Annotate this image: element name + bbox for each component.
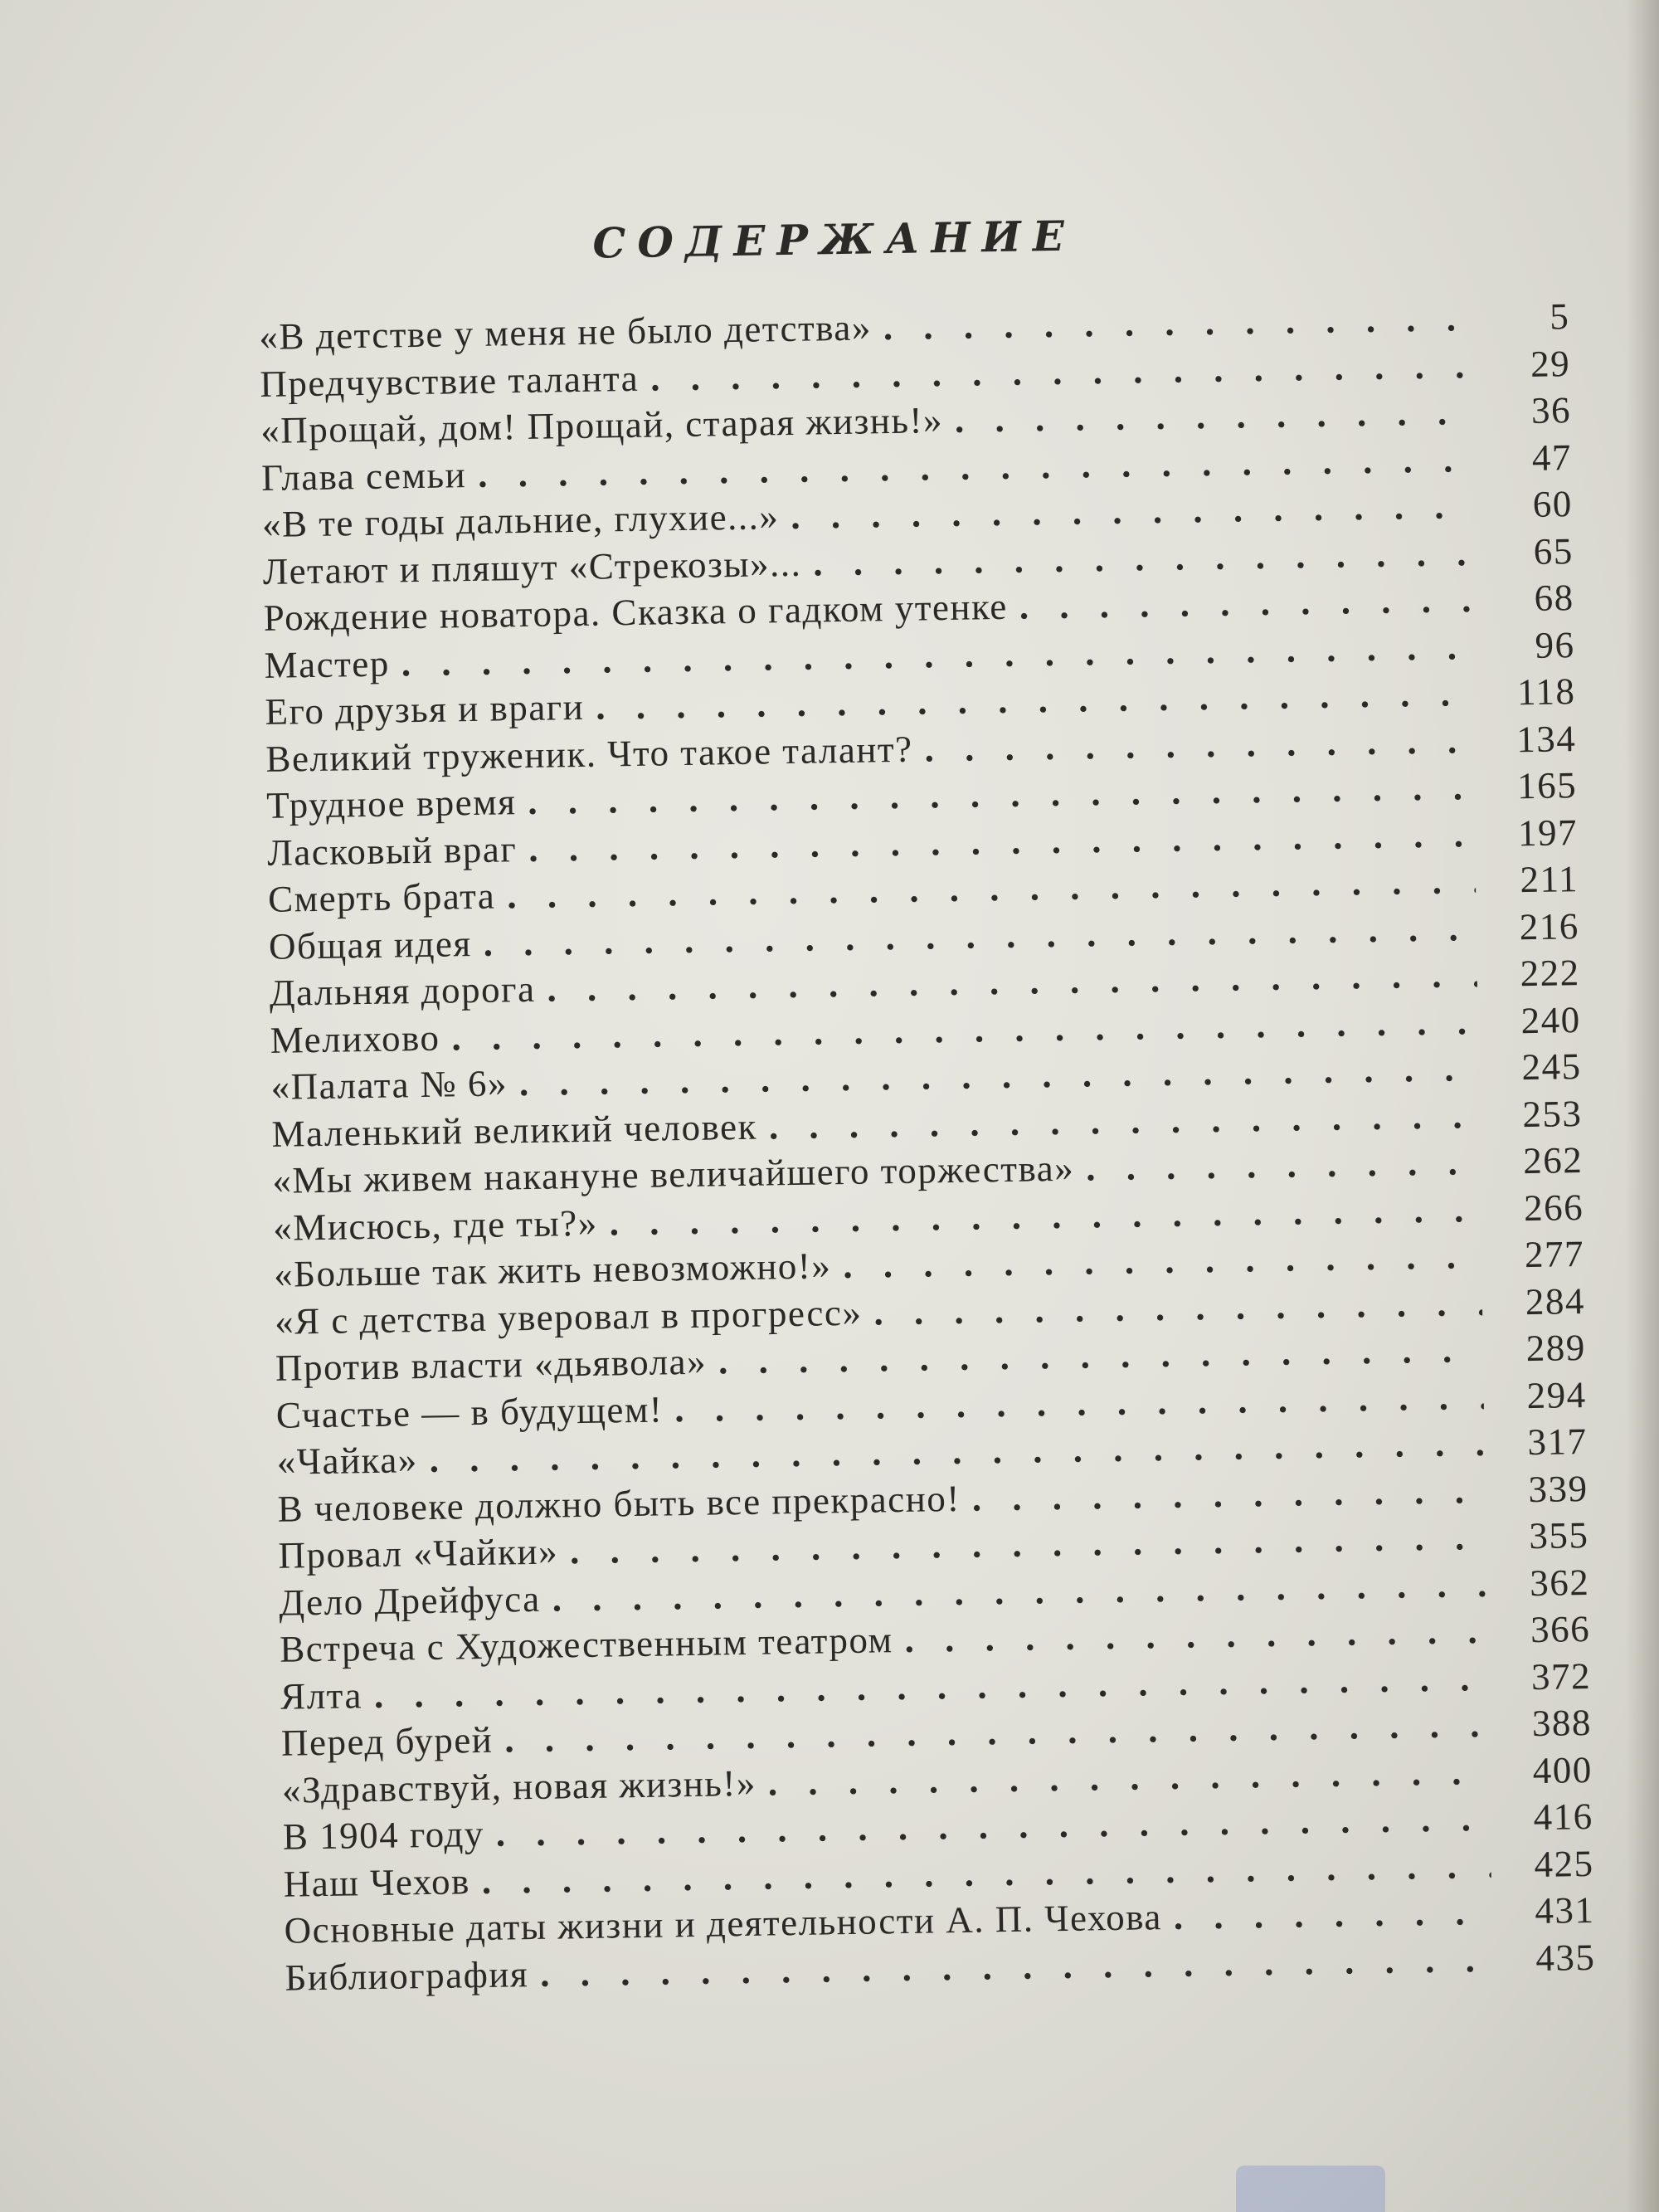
- toc-entry-title: «Я с детства уверовал в прогресс»: [274, 1291, 863, 1342]
- toc-entry-title: Против власти «дьявола»: [275, 1340, 708, 1389]
- toc-entry-title: «Палата № 6»: [270, 1062, 508, 1108]
- toc-entry-title: Счастье — в будущем!: [275, 1387, 664, 1436]
- library-stamp-mark: [1236, 2166, 1385, 2212]
- toc-entry-title: Дальняя дорога: [269, 967, 536, 1014]
- toc-entry-title: Наш Чехов: [283, 1859, 471, 1905]
- toc-entry-title: Перед бурей: [280, 1718, 494, 1764]
- toc-entry-page-number: 68: [1534, 577, 1574, 619]
- toc-entry-page-number: 355: [1528, 1513, 1589, 1557]
- toc-entry-title: Встреча с Художественным театром: [279, 1619, 893, 1670]
- toc-entry-title: Его друзья и враги: [265, 685, 585, 733]
- toc-entry-title: Смерть брата: [267, 875, 496, 920]
- toc-entry-page-number: 317: [1527, 1420, 1588, 1464]
- toc-entry-title: «В те годы дальние, глухие...»: [261, 495, 780, 545]
- toc-entry-page-number: 245: [1521, 1045, 1582, 1089]
- toc-entry-page-number: 425: [1534, 1842, 1594, 1885]
- toc-entry-page-number: 134: [1515, 717, 1577, 760]
- toc-entry-page-number: 47: [1531, 436, 1573, 479]
- toc-entry-page-number: 60: [1532, 483, 1574, 525]
- toc-entry-page-number: 253: [1521, 1092, 1583, 1135]
- toc-entry-title: Общая идея: [268, 922, 472, 967]
- toc-entry-title: «В детстве у меня не было детства»: [259, 306, 873, 358]
- toc-entry-title: В человеке должно быть все прекрасно!: [277, 1477, 961, 1530]
- toc-entry-title: Дело Дрейфуса: [279, 1577, 541, 1624]
- toc-entry-page-number: 339: [1528, 1467, 1588, 1510]
- toc-entry-title: Ласковый враг: [266, 827, 518, 874]
- toc-entry-page-number: 266: [1523, 1186, 1584, 1229]
- toc-entry-title: «Мисюсь, где ты?»: [272, 1201, 599, 1249]
- toc-entry-page-number: 388: [1531, 1701, 1593, 1745]
- toc-entry-page-number: 5: [1549, 295, 1570, 338]
- toc-entry-page-number: 118: [1516, 670, 1576, 714]
- toc-entry-page-number: 416: [1533, 1795, 1594, 1839]
- toc-entry-page-number: 262: [1522, 1139, 1584, 1182]
- toc-entry-page-number: 36: [1530, 389, 1572, 431]
- toc-dot-leader: [904, 1609, 1487, 1661]
- toc-entry-page-number: 400: [1532, 1748, 1593, 1791]
- toc-entry-title: «Чайка»: [276, 1439, 419, 1483]
- toc-entry-page-number: 277: [1524, 1233, 1585, 1276]
- toc-entry-page-number: 65: [1533, 529, 1574, 572]
- table-of-contents: [257, 187, 1596, 1999]
- toc-entry-title: Трудное время: [265, 781, 517, 826]
- toc-entry-page-number: 294: [1526, 1373, 1588, 1416]
- toc-entry-page-number: 211: [1520, 858, 1579, 901]
- toc-entry-title: Мастер: [264, 642, 391, 686]
- toc-entry-title: Провал «Чайки»: [278, 1530, 559, 1576]
- toc-entry-title: «Прощай, дом! Прощай, старая жизнь!»: [260, 399, 944, 451]
- toc-entry-page-number: 435: [1535, 1936, 1596, 1979]
- toc-dot-leader: [954, 390, 1468, 441]
- toc-entry-title: Предчувствие таланта: [259, 357, 640, 405]
- toc-entry-page-number: 362: [1529, 1561, 1590, 1604]
- toc-dot-leader: [1173, 1890, 1491, 1938]
- toc-entry-page-number: 372: [1530, 1654, 1592, 1698]
- toc-entry-title: Летают и пляшут «Стрекозы»...: [262, 542, 802, 592]
- toc-entry-page-number: 96: [1535, 623, 1575, 666]
- toc-entry-title: Рождение новатора. Сказка о гадком утенке: [263, 585, 1009, 639]
- toc-dot-leader: [924, 719, 1474, 770]
- toc-entry-page-number: 289: [1525, 1327, 1587, 1370]
- toc-entry-page-number: 240: [1520, 998, 1581, 1041]
- toc-entry-page-number: 29: [1530, 342, 1571, 385]
- toc-entry-page-number: 366: [1530, 1607, 1591, 1651]
- toc-entry-title: Великий труженик. Что такое талант?: [265, 728, 913, 780]
- toc-entry-title: «Здравствуй, новая жизнь!»: [281, 1761, 757, 1811]
- toc-dot-leader: [971, 1468, 1486, 1519]
- toc-entry-title: Глава семьи: [260, 453, 467, 499]
- toc-entry-title: «Мы живем накануне величайшего торжества»: [272, 1147, 1075, 1201]
- toc-entry-title: В 1904 году: [282, 1812, 485, 1858]
- toc-entry-page-number: 197: [1517, 811, 1579, 854]
- toc-dot-leader: [873, 1280, 1482, 1333]
- toc-dot-leader: [813, 531, 1471, 584]
- toc-entry-title: Маленький великий человек: [271, 1105, 758, 1155]
- toc-entry-title: «Больше так жить невозможно!»: [273, 1245, 832, 1295]
- toc-entry-page-number: 284: [1525, 1279, 1586, 1323]
- page-edge-shadow: [1626, 0, 1659, 2212]
- toc-entry-title: Ялта: [280, 1674, 363, 1717]
- toc-entry-title: Библиография: [285, 1952, 529, 1999]
- toc-dot-leader: [883, 296, 1467, 348]
- toc-entry-page-number: 165: [1516, 764, 1578, 807]
- toc-dot-leader: [1086, 1140, 1481, 1189]
- toc-entry-title: Мелихово: [270, 1016, 440, 1061]
- toc-entry-page-number: 431: [1535, 1888, 1595, 1932]
- toc-entry-title: Основные даты жизни и деятельности А. П. Чехова: [284, 1896, 1163, 1951]
- toc-entry-page-number: 222: [1520, 952, 1581, 995]
- toc-dot-leader: [843, 1234, 1482, 1287]
- toc-dot-leader: [1019, 577, 1472, 628]
- toc-entry-list: [259, 295, 1596, 2003]
- toc-heading: СОДЕРЖАНИЕ: [592, 211, 1077, 268]
- toc-entry-page-number: 216: [1519, 904, 1580, 948]
